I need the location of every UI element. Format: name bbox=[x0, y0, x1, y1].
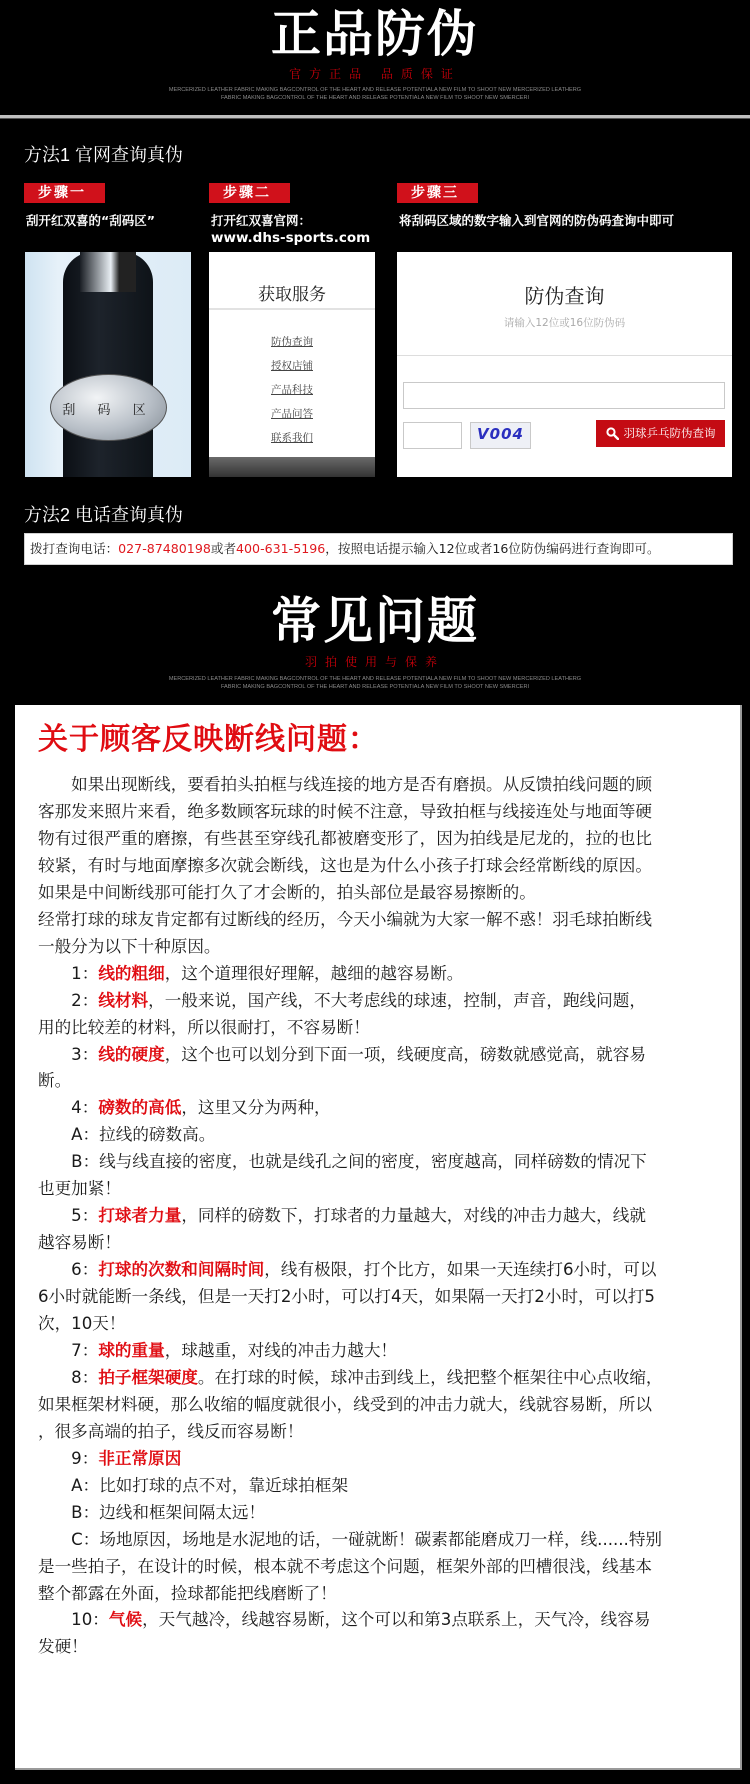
faq-text: 物有过很严重的磨擦，有些甚至穿线孔都被磨变形了，因为拍线是尼龙的，拉的也比 bbox=[38, 828, 652, 848]
phone-prefix: 拨打查询电话： bbox=[30, 541, 119, 556]
link-authorized-stores[interactable]: 授权店铺 bbox=[271, 360, 313, 372]
faq-paragraph-line bbox=[38, 798, 728, 825]
link-anti-fake-query[interactable]: 防伪查询 bbox=[271, 336, 313, 348]
faq-text: 3： bbox=[38, 1044, 99, 1064]
faq-paragraph-line bbox=[38, 825, 728, 852]
faq-paragraph-line bbox=[38, 1175, 728, 1202]
step2-website-link[interactable]: www.dhs-sports.com bbox=[211, 230, 371, 246]
faq-paragraph-line bbox=[38, 1310, 728, 1337]
faq-paragraph-line bbox=[38, 1202, 728, 1229]
faq-paragraph-line bbox=[38, 1121, 728, 1148]
query-button-label: 羽球乒乓防伪查询 bbox=[623, 426, 716, 440]
faq-text: 是一些拍子，在设计的时候，根本就不考虑这个问题，框架外部的凹槽很浅，线基本 bbox=[38, 1556, 652, 1576]
faq-paragraph-line bbox=[38, 1067, 728, 1094]
faq-text: 7： bbox=[38, 1340, 99, 1360]
faq-paragraph-line bbox=[38, 879, 728, 906]
faq-text: 5： bbox=[38, 1206, 99, 1226]
service-divider bbox=[209, 308, 375, 310]
faq-highlight-cause: 线材料 bbox=[98, 990, 149, 1010]
faq-text: C：场地原因，场地是水泥地的话，一碰就断！碳素都能磨成刀一样，线......特别 bbox=[38, 1529, 663, 1549]
faq-paragraph-line bbox=[38, 906, 728, 933]
method1-heading: 方法1 官网查询真伪 bbox=[24, 145, 184, 165]
faq-paragraph-line bbox=[38, 1606, 728, 1633]
faq-paragraph-line bbox=[38, 1283, 728, 1310]
faq-highlight-cause: 线的硬度 bbox=[98, 1044, 165, 1064]
faq-text: 6： bbox=[38, 1260, 99, 1280]
anti-fake-code-input[interactable] bbox=[403, 382, 725, 409]
faq-text: 4： bbox=[38, 1098, 99, 1118]
faq-text: ，这个道理很好理解，越细的越容易断。 bbox=[164, 963, 464, 983]
service-footer-bar bbox=[209, 457, 375, 477]
faq-text: 也更加紧！ bbox=[38, 1179, 121, 1199]
faq-text: ，一般来说，国产线，不大考虑线的球速，控制，声音，跑线问题， bbox=[148, 990, 646, 1010]
faq-paragraph-line bbox=[38, 1418, 728, 1445]
faq-text: 如果出现断线，要看拍头拍框与线连接的地方是否有磨损。从反馈拍线问题的顾 bbox=[38, 775, 652, 794]
scratch-label-sticker bbox=[50, 374, 167, 441]
faq-highlight-cause: 非正常原因 bbox=[98, 1448, 182, 1468]
faq-paragraph-line bbox=[38, 1499, 728, 1526]
method2-heading: 方法2 电话查询真伪 bbox=[24, 505, 184, 525]
anti-fake-query-panel bbox=[397, 252, 732, 477]
faq-paragraph-line bbox=[38, 1391, 728, 1418]
decorative-english-line: FABRIC MAKING BAGCONTROL OF THE HEART AND RELEASE POTENTIALA NEW FILM TO SHOOT NEW SMERCERI bbox=[220, 95, 530, 101]
anti-fake-query-button[interactable] bbox=[596, 420, 725, 447]
faq-text: 次，10天！ bbox=[38, 1314, 126, 1333]
query-title: 防伪查询 bbox=[524, 284, 605, 308]
faq-text: 越容易断！ bbox=[38, 1233, 121, 1253]
faq-text: ，很多高端的拍子，线反而容易断！ bbox=[38, 1421, 304, 1441]
faq-text: ，这里又分为两种， bbox=[181, 1098, 331, 1118]
faq-text: ，天气越冷，线越容易断，这个可以和第3点联系上，天气冷，线容易 bbox=[142, 1610, 651, 1630]
faq-paragraph-line bbox=[38, 1256, 728, 1283]
phone-query-bar bbox=[24, 533, 733, 565]
step1-description: 刮开红双喜的“刮码区” bbox=[26, 213, 155, 228]
faq-paragraph-line bbox=[38, 960, 728, 987]
scratch-label-text: 刮 码 区 bbox=[62, 403, 155, 418]
faq-paragraph-line bbox=[38, 1445, 728, 1472]
faq-highlight-cause: 线的粗细 bbox=[98, 963, 165, 983]
faq-text: 如果框架材料硬，那么收缩的幅度就很小，线受到的冲击力就大，线就容易断，所以 bbox=[38, 1394, 652, 1414]
faq-text: B：线与线直接的密度，也就是线孔之间的密度，密度越高，同样磅数的情况下 bbox=[38, 1152, 647, 1172]
faq-paragraph-line bbox=[38, 1229, 728, 1256]
faq-subtitle: 羽拍使用与保养 bbox=[304, 655, 445, 669]
step1-badge: 步骤一 bbox=[24, 183, 105, 203]
faq-highlight-cause: 拍子框架硬度 bbox=[98, 1367, 198, 1387]
step2-description: 打开红双喜官网： bbox=[211, 213, 312, 228]
faq-text: ，球越重，对线的冲击力越大！ bbox=[164, 1340, 398, 1360]
faq-text: ，同样的磅数下，打球者的力量越大，对线的冲击力越大，线就 bbox=[181, 1206, 646, 1226]
faq-paragraph-line bbox=[38, 1526, 728, 1553]
service-links bbox=[209, 330, 375, 450]
query-divider bbox=[397, 355, 732, 356]
faq-text: 如果是中间断线那可能打久了才会断的，拍头部位是最容易擦断的。 bbox=[38, 882, 536, 902]
faq-paragraph-line bbox=[38, 771, 728, 798]
link-product-tech[interactable]: 产品科技 bbox=[271, 384, 313, 396]
faq-text: 9： bbox=[38, 1448, 99, 1468]
search-icon bbox=[606, 427, 619, 440]
link-contact-us[interactable]: 联系我们 bbox=[271, 432, 313, 444]
faq-highlight-cause: 打球者力量 bbox=[98, 1206, 182, 1226]
faq-text: 整个都露在外面，捡球都能把线磨断了！ bbox=[38, 1583, 337, 1603]
faq-text: ，线有极限，打个比方，如果一天连续打6小时，可以 bbox=[264, 1260, 657, 1280]
faq-text: 客那发来照片来看，绝多数顾客玩球的时候不注意，导致拍框与线接连处与地面等硬 bbox=[38, 801, 652, 821]
faq-highlight-cause: 磅数的高低 bbox=[98, 1098, 182, 1118]
faq-text: 10： bbox=[38, 1610, 109, 1630]
faq-text: B：边线和框架间隔太远！ bbox=[38, 1502, 266, 1522]
faq-highlight-cause: 气候 bbox=[108, 1610, 143, 1630]
faq-paragraph-line bbox=[38, 1014, 728, 1041]
faq-paragraph-line bbox=[38, 1148, 728, 1175]
decorative-english-line: MERCERIZED LEATHER FABRIC MAKING BAGCONTROL OF THE HEART AND RELEASE POTENTIALA NEW FILM TO SHOOT NEW MERCERIZED LEATHERG bbox=[168, 87, 582, 93]
faq-paragraph-line bbox=[38, 1580, 728, 1607]
captcha-input[interactable] bbox=[403, 422, 462, 449]
scratch-area-photo bbox=[25, 252, 191, 477]
faq-text: 1： bbox=[38, 963, 99, 983]
faq-text: 6小时就能断一条线，但是一天打2小时，可以打4天，如果隔一天打2小时，可以打5 bbox=[38, 1287, 655, 1307]
decorative-english-line: FABRIC MAKING BAGCONTROL OF THE HEART AND RELEASE POTENTIALA NEW FILM TO SHOOT NEW SMERCERI bbox=[220, 684, 530, 690]
faq-section-title: 常见问题 bbox=[271, 592, 479, 650]
section-divider bbox=[0, 115, 750, 119]
racket-shaft-image bbox=[80, 252, 136, 292]
faq-paragraph-line bbox=[38, 1364, 728, 1391]
step3-badge: 步骤三 bbox=[397, 183, 478, 203]
faq-text: 一般分为以下十种原因。 bbox=[38, 936, 221, 956]
faq-paragraph-line bbox=[38, 933, 728, 960]
query-hint: 请输入12位或16位防伪码 bbox=[503, 317, 626, 329]
faq-highlight-cause: 球的重量 bbox=[98, 1340, 165, 1360]
phone-number-2[interactable]: 400-631-5196 bbox=[236, 541, 326, 556]
faq-paragraph-line bbox=[38, 852, 728, 879]
faq-paragraph-line bbox=[38, 1094, 728, 1121]
faq-text: 断。 bbox=[38, 1071, 72, 1091]
step2-badge: 步骤二 bbox=[209, 183, 290, 203]
page-title-anti-counterfeit: 正品防伪 bbox=[271, 5, 479, 63]
faq-text: A：比如打球的点不对，靠近球拍框架 bbox=[38, 1475, 349, 1495]
faq-paragraph-line bbox=[38, 987, 728, 1014]
captcha-image[interactable]: V004 bbox=[470, 422, 531, 449]
faq-text: A：拉线的磅数高。 bbox=[38, 1125, 216, 1145]
service-title: 获取服务 bbox=[258, 285, 326, 305]
link-product-faq[interactable]: 产品问答 bbox=[271, 408, 313, 420]
faq-text: ，这个也可以划分到下面一项，线硬度高，磅数就感觉高，就容易 bbox=[164, 1044, 646, 1064]
step3-description: 将刮码区域的数字输入到官网的防伪码查询中即可 bbox=[399, 213, 675, 228]
phone-or: 或者 bbox=[210, 541, 237, 556]
faq-paragraph-line bbox=[38, 1553, 728, 1580]
faq-paragraph-line bbox=[38, 1633, 728, 1660]
phone-number-1[interactable]: 027-87480198 bbox=[118, 541, 211, 556]
faq-text: 8： bbox=[38, 1367, 99, 1387]
faq-text: 较紧，有时与地面摩擦多次就会断线，这也是为什么小孩子打球会经常断线的原因。 bbox=[38, 855, 652, 875]
faq-highlight-cause: 打球的次数和间隔时间 bbox=[98, 1260, 265, 1280]
service-panel bbox=[209, 252, 375, 477]
phone-instructions: ，按照电话提示输入12位或者16位防伪编码进行查询即可。 bbox=[325, 541, 660, 556]
faq-card-title: 关于顾客反映断线问题： bbox=[38, 722, 379, 757]
faq-text: 。在打球的时候，球冲击到线上，线把整个框架往中心点收缩， bbox=[197, 1367, 663, 1387]
faq-text: 发硬！ bbox=[38, 1637, 88, 1657]
faq-paragraph-line bbox=[38, 1337, 728, 1364]
faq-text: 2： bbox=[38, 990, 99, 1010]
faq-paragraph-line bbox=[38, 1472, 728, 1499]
faq-text: 经常打球的球友肯定都有过断线的经历，今天小编就为大家一解不惑！羽毛球拍断线 bbox=[38, 909, 652, 929]
faq-paragraph-line bbox=[38, 1041, 728, 1068]
faq-text: 用的比较差的材料，所以很耐打，不容易断！ bbox=[38, 1017, 370, 1037]
subtitle-authentic: 官方正品 品质保证 bbox=[289, 67, 461, 81]
decorative-english-line: MERCERIZED LEATHER FABRIC MAKING BAGCONTROL OF THE HEART AND RELEASE POTENTIALA NEW FILM TO SHOOT NEW MERCERIZED LEATHERG bbox=[168, 676, 582, 682]
